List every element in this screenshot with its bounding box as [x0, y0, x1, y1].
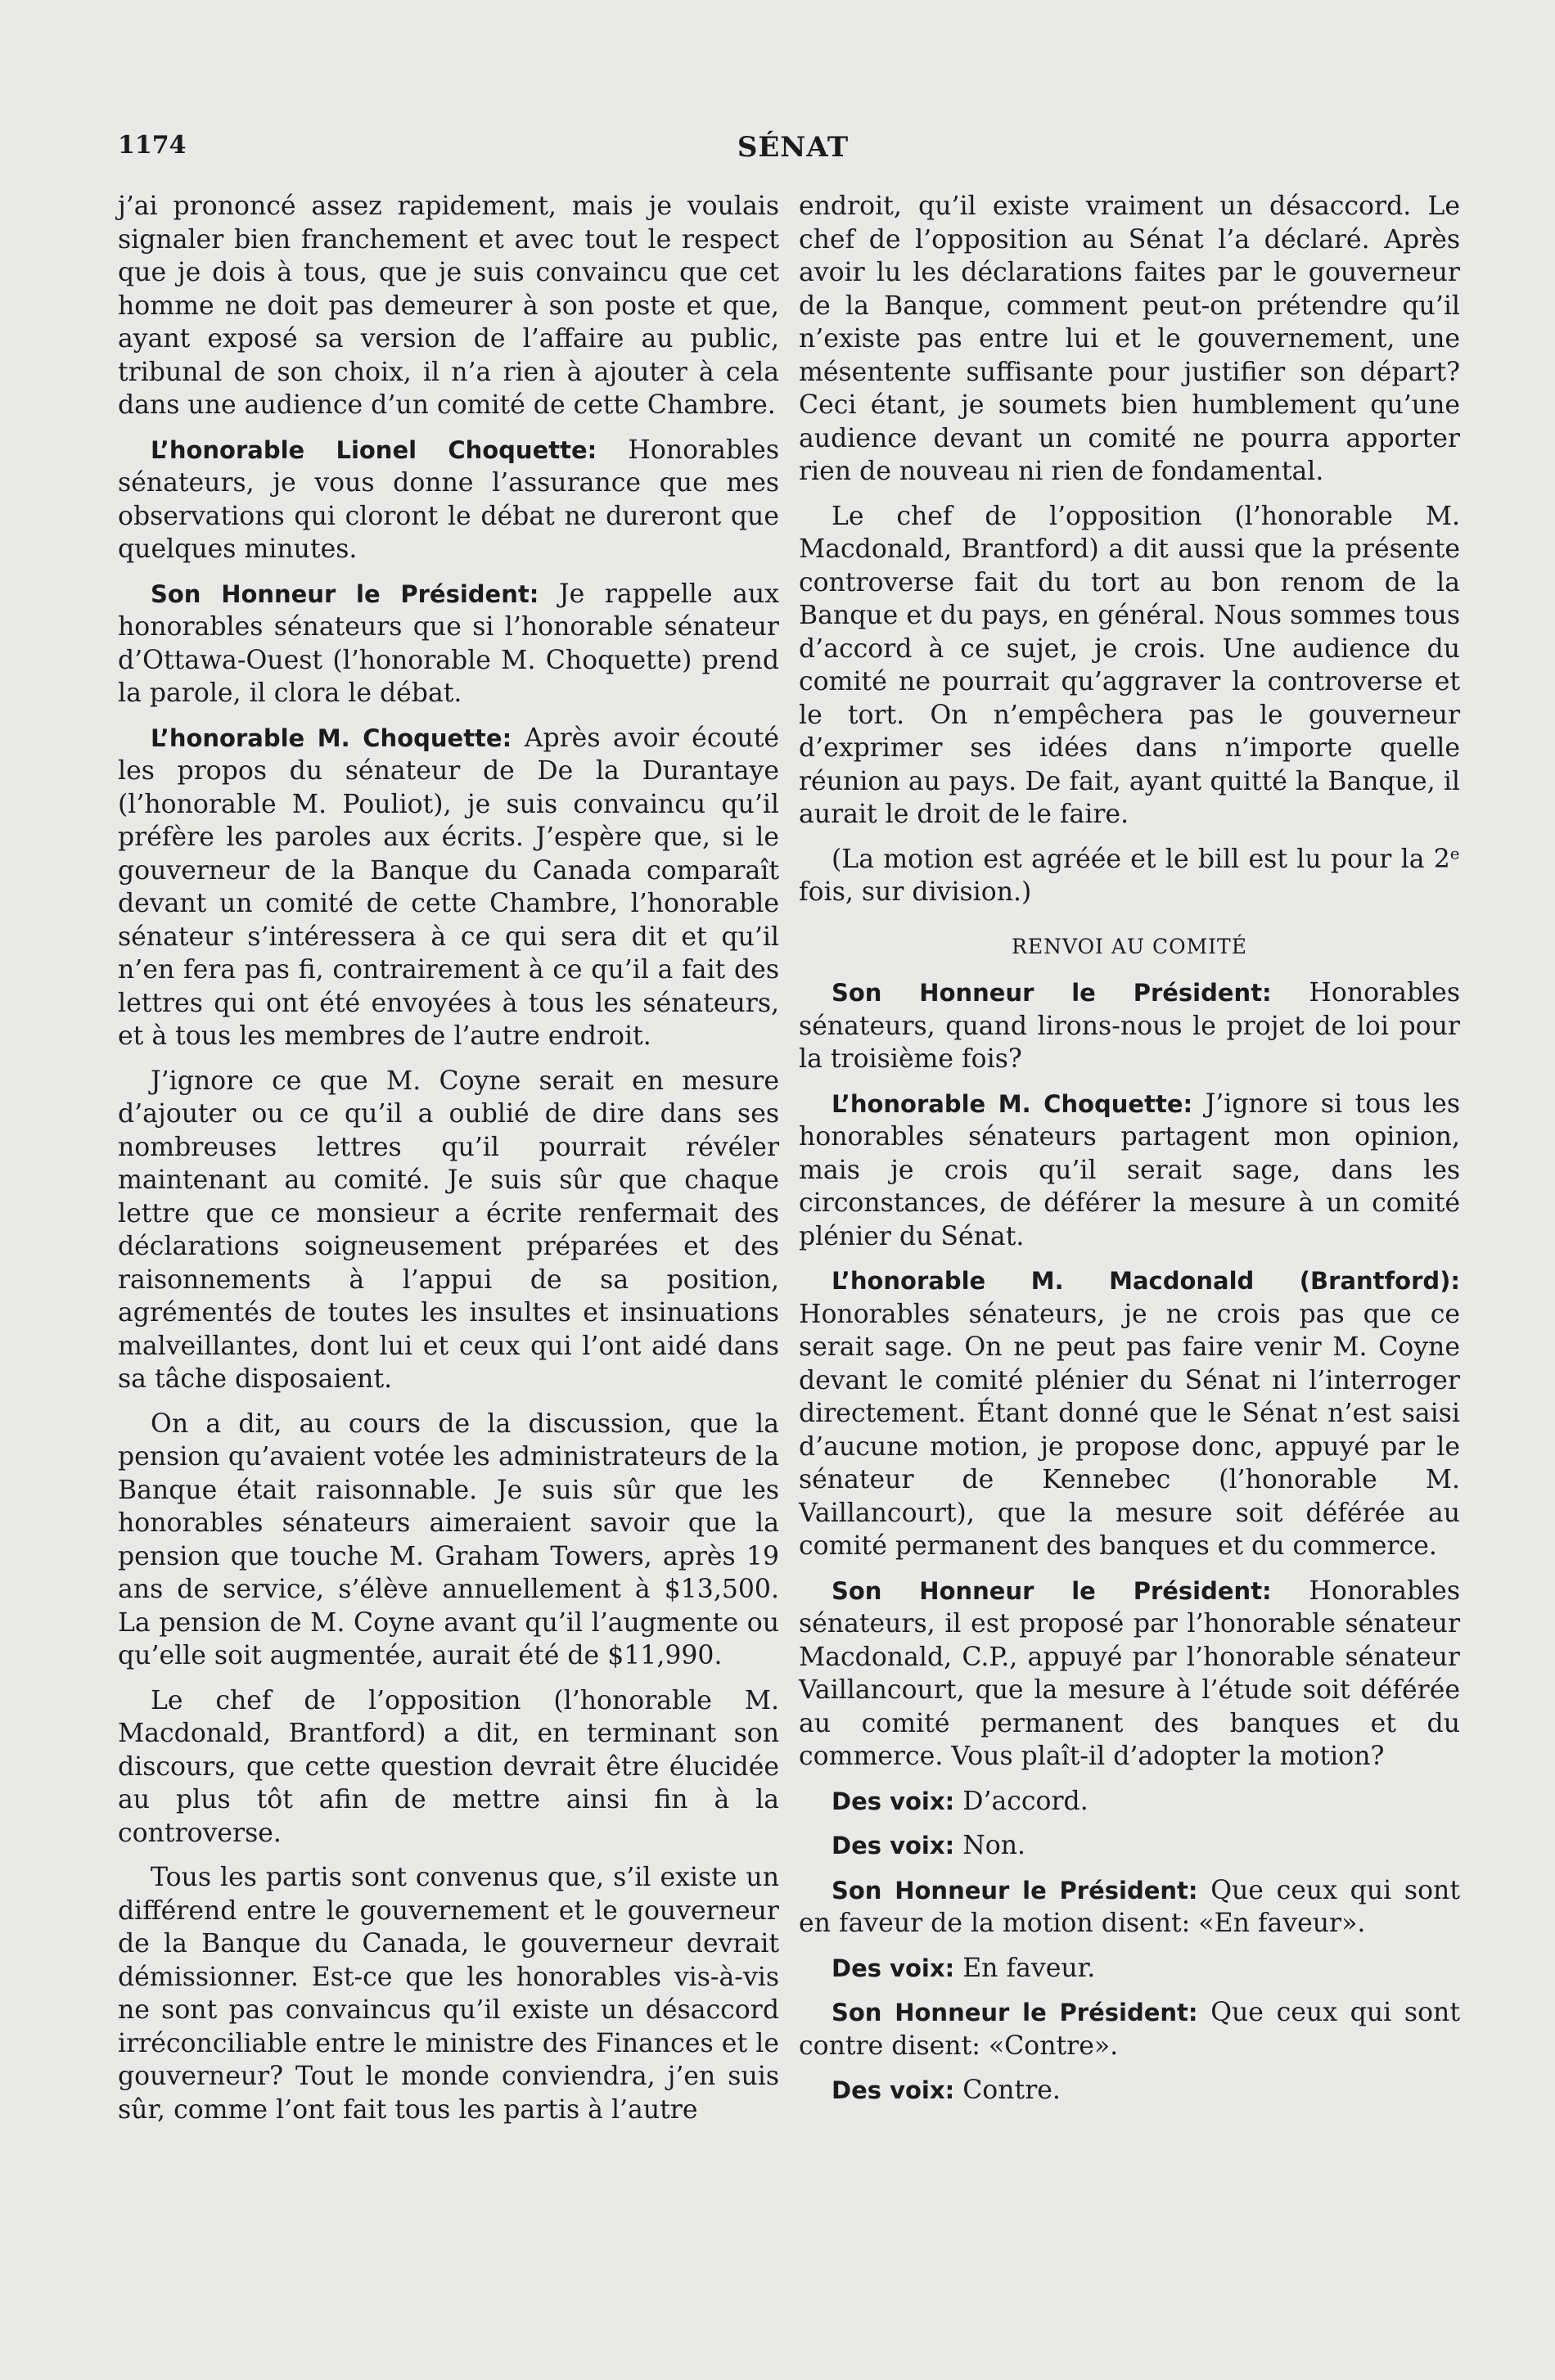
speech-paragraph — [799, 1829, 1460, 1863]
paragraph — [118, 1408, 779, 1673]
speaker-name: Son Honneur le Président: — [832, 1999, 1198, 2026]
paragraph-text: Le chef de l’opposition (l’honorable M. Macdonald, Brantford) a dit aussi que la présente controverse fait du tort au bon renom de la Banque et du pays, en général. Nous sommes tous d’accord à ce sujet, je crois. Une audience du comité ne pourrait qu’aggraver la controverse et le tort. On n’empêchera pas le gouverneur d’exprimer ses idées dans n’importe quelle réunion au pays. De fait, ayant quitté la Banque, il aurait le droit de le faire. — [799, 501, 1460, 829]
paragraph-text: Je rappelle aux honorables sénateurs que si l’honorable sénateur d’Ottawa-Ouest (l’honorable M. Choquette) prend la parole, il clora le débat. — [118, 579, 779, 708]
speaker-name: Des voix: — [832, 1954, 955, 1982]
paragraph — [118, 1861, 779, 2126]
paragraph-text: Honorables sénateurs, je ne crois pas que ce serait sage. On ne peut pas faire venir M. Coyne devant le comité plénier du Sénat ni l’interroger directement. Étant donné que le Sénat n’est saisi d’aucune motion, je propose donc, appuyé par le sénateur de Kennebec (l’honorable M. Vaillancourt), que la mesure soit déférée au comité permanent des banques et du commerce. — [799, 1299, 1460, 1561]
left-column — [118, 190, 779, 2138]
paragraph-text: Que ceux qui sont contre disent: «Contre». — [799, 1998, 1460, 2061]
speech-paragraph — [799, 1952, 1460, 1986]
speech-paragraph — [118, 578, 779, 710]
speech-paragraph — [799, 1575, 1460, 1774]
section-heading: RENVOI AU COMITÉ — [1012, 934, 1247, 958]
paragraph-text: j’ai prononcé assez rapidement, mais je voulais signaler bien franchement et avec tout le respect que je dois à tous, que je suis convaincu que cet homme ne doit pas demeurer à son poste et que, ayant exposé sa version de l’affaire au public, tribunal de son choix, il n’a rien à ajouter à cela dans une audience d’un comité de cette Chambre. — [118, 192, 779, 420]
speech-paragraph — [118, 722, 779, 1053]
speech-paragraph — [799, 1785, 1460, 1819]
speaker-name: Son Honneur le Président: — [832, 979, 1272, 1007]
page-header — [118, 131, 1468, 172]
paragraph-text: J’ignore si tous les honorables sénateurs partagent mon opinion, mais je crois qu’il serait sage, dans les circonstances, de déférer la mesure à un comité plénier du Sénat. — [799, 1089, 1460, 1251]
speech-paragraph — [118, 434, 779, 566]
right-column — [799, 190, 1460, 2119]
paragraph — [799, 500, 1460, 832]
speech-paragraph — [799, 2074, 1460, 2107]
speaker-name: Son Honneur le Président: — [832, 1576, 1272, 1605]
paragraph-text: Honorables sénateurs, quand lirons-nous le projet de loi pour la troisième fois? — [799, 978, 1460, 1074]
speech-paragraph — [799, 1088, 1460, 1254]
speech-paragraph — [799, 976, 1460, 1076]
speaker-name: L’honorable M. Choquette: — [832, 1089, 1193, 1118]
paragraph-text: Honorables sénateurs, je vous donne l’assurance que mes observations qui cloront le débat ne dureront que quelques minutes. — [118, 435, 779, 564]
paragraph-text: Le chef de l’opposition (l’honorable M. Macdonald, Brantford) a dit, en terminant son discours, que cette question devrait être élucidée au plus tôt afin de mettre ainsi fin à la controverse. — [118, 1685, 779, 1848]
speaker-name: L’honorable M. Macdonald (Brantford): — [832, 1267, 1460, 1295]
paragraph-text: Que ceux qui sont en faveur de la motion disent: «En faveur». — [799, 1875, 1460, 1938]
speech-paragraph — [799, 1264, 1460, 1563]
paragraph-text: En faveur. — [962, 1953, 1096, 1983]
paragraph-text: endroit, qu’il existe vraiment un désaccord. Le chef de l’opposition au Sénat l’a déclaré. Après avoir lu les déclarations faites par le gouverneur de la Banque, comment peut-on prétendre qu’il n’existe pas entre lui et le gouvernement, une mésentente suffisante pour justifier son départ? Ceci étant, je soumets bien humblement qu’une audience devant un comité ne pourra apporter rien de nouveau ni rien de fondamental. — [799, 192, 1460, 486]
speaker-name: Des voix: — [832, 2076, 955, 2104]
speaker-name: Des voix: — [832, 1787, 955, 1815]
paragraph-text: Honorables sénateurs, il est proposé par l’honorable sénateur Macdonald, C.P., appuyé par l’honorable sénateur Vaillancourt, que la mesure à l’étude soit déférée au comité permanent des banques et du commerce. Vous plaît-il d’adopter la motion? — [799, 1575, 1460, 1771]
speaker-name: L’honorable M. Choquette: — [151, 723, 512, 752]
speaker-name: Des voix: — [832, 1832, 955, 1859]
paragraph — [799, 843, 1460, 909]
paragraph-text: On a dit, au cours de la discussion, que la pension qu’avaient votée les administrateurs de la Banque était raisonnable. Je suis sûr que les honorables sénateurs aimeraient savoir que la pension que touche M. Graham Towers, après 19 ans de service, s’élève annuellement à $13,500. La pension de M. Coyne avant qu’il l’augmente ou qu’elle soit augmentée, aurait été de $11,990. — [118, 1409, 779, 1670]
paragraph-text: Non. — [962, 1831, 1026, 1860]
speaker-name: Son Honneur le Président: — [151, 579, 539, 608]
speaker-name: Son Honneur le Président: — [832, 1876, 1198, 1904]
page-number: 1174 — [118, 131, 187, 160]
paragraph — [118, 1684, 779, 1850]
paragraph — [799, 190, 1460, 489]
speaker-name: L’honorable Lionel Choquette: — [151, 435, 597, 464]
paragraph-text: Contre. — [962, 2076, 1061, 2105]
paragraph-text: Tous les partis sont convenus que, s’il existe un différend entre le gouvernement et le gouverneur de la Banque du Canada, le gouverneur devrait démissionner. Est-ce que les honorables vis-à-vis ne sont pas convaincus qu’il existe un désaccord irréconciliable entre le ministre des Finances et le gouverneur? Tout le monde conviendra, j’en suis sûr, comme l’ont fait tous les partis à l’autre — [118, 1863, 779, 2125]
paragraph-text: J’ignore ce que M. Coyne serait en mesure d’ajouter ou ce qu’il a oublié de dire dans ses nombreuses lettres qu’il pourrait révéler maintenant au comité. Je suis sûr que chaque lettre que ce monsieur a écrite renfermait des déclarations soigneusement préparées et des raisonnements à l’appui de sa position, agrémentés de toutes les insultes et insinuations malveillantes, dont lui et ceux qui l’ont aidé dans sa tâche disposaient. — [118, 1066, 779, 1394]
speech-paragraph — [799, 1874, 1460, 1941]
speech-paragraph — [799, 1996, 1460, 2062]
paragraph-text: Après avoir écouté les propos du sénateur de De la Durantaye (l’honorable M. Pouliot), je suis convaincu qu’il préfère les paroles aux écrits. J’espère que, si le gouverneur de la Banque du Canada comparaît devant un comité de cette Chambre, l’honorable sénateur s’intéressera à ce qui sera dit et qu’il n’en fera pas fi, contrairement à ce qu’il a fait des lettres qui ont été envoyées à tous les sénateurs, et à tous les membres de l’autre endroit. — [118, 723, 780, 1051]
paragraph-text: D’accord. — [962, 1786, 1088, 1816]
paragraph-text: (La motion est agréée et le bill est lu pour la 2ᵉ fois, sur division.) — [799, 844, 1460, 907]
paragraph — [118, 1065, 779, 1396]
paragraph — [118, 190, 779, 422]
running-title: SÉNAT — [737, 131, 850, 164]
